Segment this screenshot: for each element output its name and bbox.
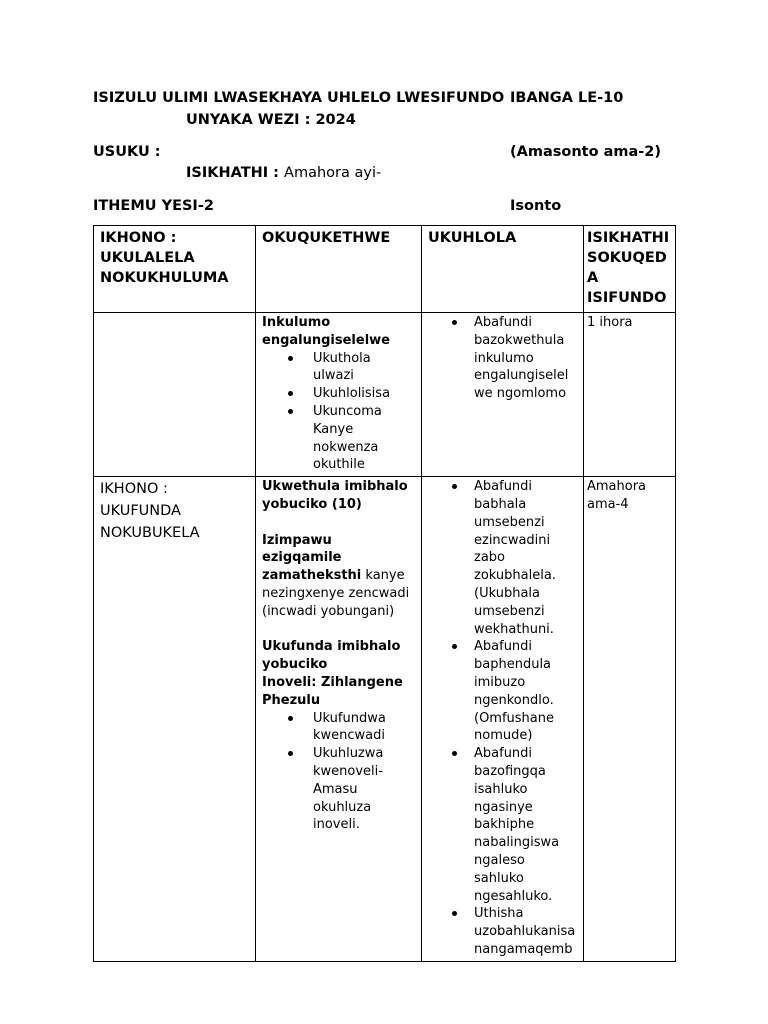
list-item — [428, 905, 577, 958]
column-header-assessment — [422, 226, 584, 313]
list-item — [262, 710, 415, 746]
row2-content-heading-4: Inoveli: Zihlangene Phezulu — [262, 674, 403, 708]
bullet-icon — [452, 320, 457, 325]
row2-content-list — [262, 710, 415, 835]
list-item-text: Abafundi bazofingqa isahluko ngasinye bakhiphe nabalingiswa ngaleso sahluko ngesahluko. — [474, 746, 560, 904]
date-label: USUKU : — [93, 144, 161, 160]
row2-time-cell: Amahora ama-4 — [584, 477, 676, 962]
list-item — [262, 350, 415, 386]
list-item — [262, 385, 415, 403]
list-item — [262, 403, 415, 474]
row2-content-heading-2: Izimpawu ezigqamile zamatheksthi — [262, 532, 362, 584]
row1-assessment-cell — [422, 313, 584, 477]
list-item-text: Abafundi babhala umsebenzi ezincwadini zabo zokubhalela. (Ukubhala umsebenzi wekhathuni. — [474, 479, 556, 637]
list-item-text: Ukuthola ulwazi — [313, 350, 371, 384]
bullet-icon — [288, 751, 293, 756]
bullet-icon — [288, 716, 293, 721]
column-header-time — [584, 226, 676, 313]
bullet-icon — [288, 409, 293, 414]
list-item — [262, 745, 415, 834]
row2-assessment-list — [428, 478, 577, 959]
list-item — [428, 638, 577, 745]
list-item — [428, 314, 577, 403]
bullet-icon — [452, 484, 457, 489]
column-header-line: NOKUKHULUMA — [100, 270, 229, 286]
row1-time-cell: 1 ihora — [584, 313, 676, 477]
row1-skill-cell — [94, 313, 256, 477]
time-label: ISIKHATHI : — [186, 165, 279, 181]
year-label: UNYAKA WEZI : 2024 — [186, 112, 356, 128]
bullet-icon — [288, 391, 293, 396]
bullet-icon — [452, 644, 457, 649]
table-row — [94, 477, 676, 962]
column-header-line: ISIFUNDO — [587, 290, 667, 306]
table-header-row — [94, 226, 676, 313]
row1-content-cell — [256, 313, 422, 477]
list-item-text: Uthisha uzobahlukanisa nangamaqemb — [474, 906, 576, 957]
row1-content-list — [262, 350, 415, 475]
skill-line: IKHONO : — [100, 481, 168, 498]
row2-content-heading-3: Ukufunda imibhalo yobuciko — [262, 639, 401, 673]
list-item-text: Ukuncoma Kanye nokwenza okuthile — [313, 403, 382, 473]
column-header-line: ISIKHATHI — [587, 230, 670, 246]
grade-label: IBANGA LE-10 — [510, 90, 624, 106]
skill-line: UKUFUNDA — [100, 503, 181, 520]
bullet-icon — [452, 751, 457, 756]
list-item-text: Abafundi bazokwethula inkulumo engalungiselel we ngomlomo — [474, 315, 569, 402]
table-row — [94, 313, 676, 477]
column-header-line: SOKUQED — [587, 250, 667, 266]
column-header-line: A — [587, 270, 599, 286]
row1-content-heading: Inkulumo engalungiselelwe — [262, 315, 390, 348]
spacer — [262, 621, 415, 639]
list-item-text: Ukuhluzwa kwenoveli- Amasu okuhluza inoveli. — [313, 746, 384, 833]
column-header-content — [256, 226, 422, 313]
column-header-line: UKULALELA — [100, 250, 195, 266]
time-line — [186, 165, 381, 181]
row2-content-heading-1: Ukwethula imibhalo yobuciko (10) — [262, 479, 408, 512]
column-header-line: UKUHLOLA — [428, 230, 517, 246]
row2-content-paragraph-text: kanye nezingxenye zencwadi (incwadi yobungani) — [262, 568, 410, 619]
week-label: Isonto — [510, 198, 562, 214]
skill-line: NOKUBUKELA — [100, 525, 200, 542]
lesson-plan-table — [93, 225, 676, 962]
row2-assessment-cell — [422, 477, 584, 962]
list-item — [428, 745, 577, 905]
list-item-text: Ukuhlolisisa — [313, 386, 391, 402]
row1-assessment-list — [428, 314, 577, 403]
row2-content-paragraph — [262, 532, 415, 621]
row2-skill-cell — [94, 477, 256, 962]
column-header-line: OKUQUKETHWE — [262, 230, 391, 246]
row2-content-cell — [256, 477, 422, 962]
list-item-text: Abafundi baphendula imibuzo ngenkondlo. (Omfushane nomude) — [474, 639, 554, 744]
weeks-label: (Amasonto ama-2) — [510, 144, 662, 160]
column-header-skill — [94, 226, 256, 313]
bullet-icon — [452, 911, 457, 916]
list-item-text: Ukufundwa kwencwadi — [313, 710, 386, 744]
theme-label: ITHEMU YESI-2 — [93, 198, 214, 214]
list-item — [428, 478, 577, 638]
column-header-line: IKHONO : — [100, 230, 177, 246]
bullet-icon — [288, 356, 293, 361]
document-title: ISIZULU ULIMI LWASEKHAYA UHLELO LWESIFUNDO — [93, 90, 505, 106]
time-value: Amahora ayi- — [284, 165, 382, 181]
spacer — [262, 514, 415, 532]
